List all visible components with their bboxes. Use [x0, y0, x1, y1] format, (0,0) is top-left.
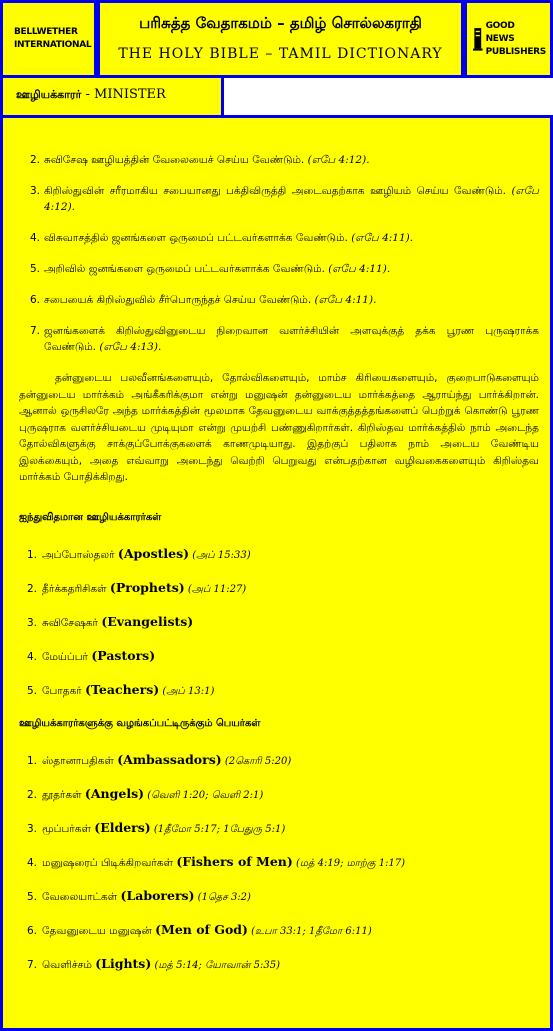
- section-heading-minister-names: ஊழியக்காரர்களுக்கு வழங்கப்பட்டிருக்கும் பெயர்கள்: [19, 717, 261, 729]
- section-heading-five-ministers: ஐந்துவிதமான ஊழியக்காரர்கள்: [19, 511, 162, 523]
- item-tamil: சுவிசேஷ ஊழியத்தின் வேலையைச் செய்ய வேண்டும்.: [44, 154, 305, 166]
- item-text: [42, 956, 280, 974]
- list-item: [19, 682, 539, 706]
- list-item: [19, 752, 539, 776]
- logo-left-line1: BELLWETHER: [14, 27, 78, 37]
- item-number: 6.: [29, 294, 40, 306]
- item-number: 1.: [26, 754, 37, 767]
- item-tamil: மனுஷரைப் பிடிக்கிறவர்கள்: [42, 856, 177, 869]
- item-text: [44, 292, 539, 308]
- title-tamil: பரிசுத்த வேதாகமம் – தமிழ் சொல்லகராதி: [139, 14, 422, 32]
- item-tamil: வெளிச்சம்: [42, 958, 96, 971]
- list-item: [19, 648, 539, 672]
- item-text: [42, 682, 214, 700]
- item-text: [42, 820, 285, 838]
- item-english: (Apostles): [117, 545, 190, 561]
- item-reference: (மத் 4:19; மாற்கு 1:17): [292, 857, 406, 869]
- list-item: [19, 183, 539, 215]
- item-number: 3.: [26, 822, 37, 835]
- item-tamil: அறிவில் ஜனங்களை ஒருமைப் பட்டவர்களாக்க வேண்டும்.: [44, 263, 325, 275]
- item-number: 3.: [29, 185, 40, 197]
- item-tamil: கிறிஸ்துவின் சரீரமாகிய சபையானது பக்திவிருத்தி அடைவதற்காக ஊழியம் செய்ய வேண்டும்.: [44, 185, 506, 197]
- list-item: [19, 261, 539, 277]
- item-tamil: அப்போஸ்தலர்: [42, 548, 118, 561]
- subheader-tamil: ஊழியக்காரர்: [16, 88, 82, 101]
- item-english: (Lights): [95, 955, 152, 971]
- item-text: [42, 580, 246, 598]
- item-tamil: சுவிசேஷகர்: [42, 616, 102, 629]
- item-text: [44, 152, 539, 168]
- item-reference: (எபே 4:12).: [307, 154, 370, 166]
- item-english: (Laborers): [120, 887, 195, 903]
- list-item: [19, 292, 539, 308]
- item-tamil: மூப்பர்கள்: [42, 822, 95, 835]
- list-item: [19, 152, 539, 168]
- item-tamil: போதகர்: [42, 684, 86, 697]
- logo-right-line1: GOOD NEWS: [485, 20, 515, 44]
- item-reference: (உபா 33:1; 1தீமோ 6:11): [247, 925, 372, 937]
- item-tamil: ஸ்தானாபதிகள்: [42, 754, 118, 767]
- item-tamil: ஜனங்களைக் கிறிஸ்துவினுடைய நிறைவான வளர்ச்சியின் அளவுக்குத் தக்க பூரண புருஷராக்க வேண்டும்.: [44, 325, 539, 353]
- item-number: 3.: [26, 616, 37, 629]
- item-reference: (எபே 4:12).: [44, 185, 539, 213]
- item-number: 5.: [29, 263, 40, 275]
- item-tamil: தீர்க்கதரிசிகள்: [42, 582, 110, 595]
- item-tamil: விசுவாசத்தில் ஜனங்களை ஒருமைப் பட்டவர்களாக்க வேண்டும்.: [44, 232, 348, 244]
- list-item: [19, 956, 539, 980]
- item-number: 1.: [26, 548, 37, 561]
- item-english: (Ambassadors): [117, 751, 222, 767]
- item-text: [44, 261, 539, 277]
- item-reference: (வெளி 1:20; வெளி 2:1): [144, 789, 264, 801]
- list-item: [19, 580, 539, 604]
- book-icon: [473, 19, 483, 59]
- item-english: (Prophets): [109, 579, 185, 595]
- article-body: [19, 152, 539, 990]
- main-content-box: [0, 115, 553, 1031]
- item-number: 4.: [26, 650, 37, 663]
- item-english: (Angels): [84, 785, 145, 801]
- item-tamil: சபையைக் கிறிஸ்துவில் சீர்பொருந்தச் செய்ய வேண்டும்.: [44, 294, 312, 306]
- logo-right-line2: PUBLISHERS: [485, 46, 546, 57]
- list-item: [19, 888, 539, 912]
- list-item: [19, 614, 539, 638]
- item-tamil: தூதர்கள்: [42, 788, 85, 801]
- item-reference: (எபே 4:11).: [314, 294, 377, 306]
- item-number: 4.: [29, 232, 40, 244]
- item-number: 5.: [26, 684, 37, 697]
- item-reference: (அப் 11:27): [184, 583, 247, 595]
- item-text: [42, 648, 155, 666]
- item-reference: (எபே 4:11).: [328, 263, 391, 275]
- item-reference: (1தீமோ 5:17; 1பேதுரு 5:1): [150, 823, 286, 835]
- list-item: [19, 230, 539, 246]
- item-text: [42, 888, 251, 906]
- item-english: (Evangelists): [101, 613, 194, 629]
- list-item: [19, 786, 539, 810]
- item-tamil: வேலையாட்கள்: [42, 890, 121, 903]
- item-english: (Men of God): [155, 921, 248, 937]
- logo-left-line2: INTERNATIONAL: [14, 40, 92, 50]
- item-english: (Elders): [94, 819, 151, 835]
- item-number: 5.: [26, 890, 37, 903]
- item-text: [42, 546, 251, 564]
- minister-names-list: [19, 752, 539, 980]
- item-reference: (மத் 5:14; யோவான் 5:35): [151, 959, 281, 971]
- item-text: [42, 614, 193, 632]
- item-number: 2.: [26, 788, 37, 801]
- item-number: 2.: [29, 154, 40, 166]
- item-number: 6.: [26, 924, 37, 937]
- good-news-logo: [464, 0, 553, 78]
- subheader-english: - MINISTER: [81, 87, 166, 102]
- duties-list: [19, 152, 539, 355]
- item-reference: (அப் 15:33): [189, 549, 251, 561]
- item-text: [42, 922, 372, 940]
- item-number: 7.: [29, 325, 40, 337]
- item-text: [42, 786, 263, 804]
- item-text: [44, 183, 539, 215]
- list-item: [19, 820, 539, 844]
- five-ministers-list: [19, 546, 539, 706]
- item-english: (Fishers of Men): [176, 853, 293, 869]
- list-item: [19, 854, 539, 878]
- list-item: [19, 323, 539, 355]
- subheader-title: [16, 87, 166, 103]
- body-paragraph: தன்னுடைய பலவீனங்களையும், தோல்விகளையும், மாம்ச கிரியைகளையும், குறைபாடுகளையும் தன்னுடைய மார்க்கம் அங்கீகரிக்குமா என்று மனுஷன் தன்னுடைய மார்க்கத்தை ஆராய்ந்து பார்க்கிறான். ஆனால் ஒருசிலரே அந்த மார்க்கத்தின் மூலமாக தேவனுடைய வாக்குத்தத்தங்களைப் பெற்றுக் கொண்டு பூரண புருஷராக வளர்ச்சியடைய முடியுமா என்று முயற்சி பண்ணுகிறார்கள். கிறிஸ்தவ மார்க்கத்தில் நாம் அடைந்த தோல்விகளுக்கு சாக்குப்போக்குகளைக் காணமுடியாது. இதற்குப் பதிலாக நாம் அடைய வேண்டிய இலக்கையும், அதை எவ்வாறு அடைந்து வெற்றி பெறுவது என்பதற்கான வழிவகைகளையும் கிறிஸ்தவ மார்க்கம் போதிக்கிறது.: [19, 372, 539, 483]
- item-text: [44, 230, 539, 246]
- item-english: (Teachers): [85, 681, 160, 697]
- title-english: THE HOLY BIBLE – TAMIL DICTIONARY: [118, 46, 443, 62]
- item-number: 2.: [26, 582, 37, 595]
- list-item: [19, 922, 539, 946]
- list-item: [19, 546, 539, 570]
- item-reference: (எபே 4:11).: [351, 232, 414, 244]
- bellwether-logo: [0, 0, 97, 78]
- item-tamil: தேவனுடைய மனுஷன்: [42, 924, 156, 937]
- item-reference: (1தெச 3:2): [194, 891, 251, 903]
- item-number: 7.: [26, 958, 37, 971]
- item-number: 4.: [26, 856, 37, 869]
- title-box: [97, 0, 464, 78]
- item-reference: (2கொரி 5:20): [221, 755, 292, 767]
- item-text: [42, 752, 291, 770]
- item-english: (Pastors): [91, 647, 156, 663]
- subheader-box: [0, 75, 224, 118]
- item-reference: (அப் 13:1): [159, 685, 215, 697]
- item-reference: (எபே 4:13).: [99, 341, 162, 353]
- item-tamil: மேய்ப்பர்: [42, 650, 92, 663]
- item-text: [42, 854, 405, 872]
- item-text: [44, 323, 539, 355]
